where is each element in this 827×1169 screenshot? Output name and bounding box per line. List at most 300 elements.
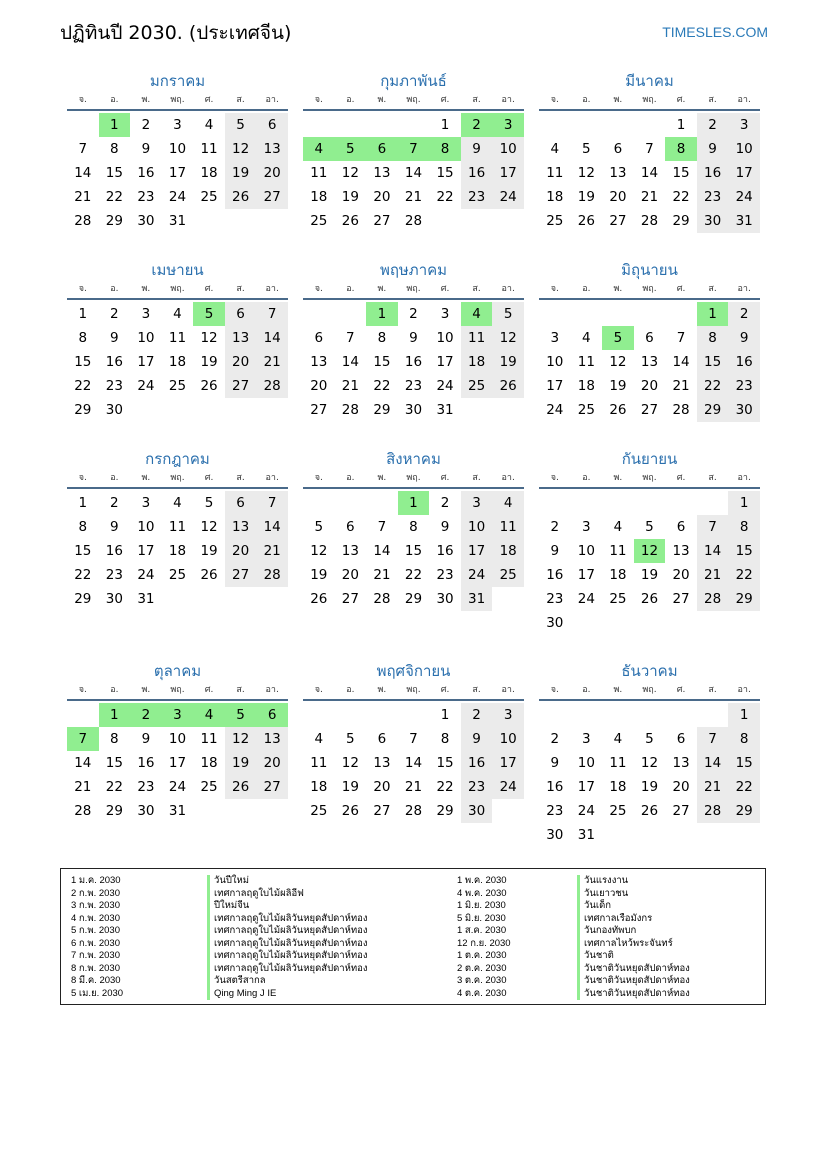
day-cell[interactable]: 10 (461, 515, 493, 539)
day-cell[interactable]: 26 (341, 803, 359, 819)
day-cell[interactable]: 25 (461, 374, 493, 398)
day-cell[interactable]: 7 (67, 727, 99, 751)
day-cell[interactable]: 29 (74, 591, 92, 607)
day-cell[interactable]: 10 (577, 755, 595, 771)
day-cell[interactable]: 2 (550, 519, 560, 535)
day-cell[interactable]: 21 (341, 378, 359, 394)
day-cell[interactable]: 10 (168, 731, 187, 747)
day-cell[interactable]: 23 (137, 189, 155, 205)
day-cell[interactable]: 8 (377, 330, 387, 346)
day-cell[interactable]: 14 (74, 755, 92, 771)
day-cell[interactable]: 7 (409, 731, 418, 747)
day-cell[interactable]: 6 (366, 137, 398, 161)
day-cell[interactable]: 9 (461, 727, 493, 751)
day-cell[interactable]: 12 (492, 326, 524, 350)
day-cell[interactable]: 10 (436, 330, 454, 346)
day-cell[interactable]: 13 (373, 755, 391, 771)
day-cell[interactable]: 21 (697, 563, 729, 587)
day-cell[interactable]: 1 (99, 703, 131, 727)
day-cell[interactable]: 8 (728, 515, 760, 539)
day-cell[interactable]: 4 (613, 519, 623, 535)
day-cell[interactable]: 17 (492, 751, 524, 775)
day-cell[interactable]: 15 (74, 354, 92, 370)
day-cell[interactable]: 27 (341, 591, 359, 607)
day-cell[interactable]: 15 (672, 165, 690, 181)
day-cell[interactable]: 10 (577, 543, 595, 559)
day-cell[interactable]: 11 (577, 354, 595, 370)
day-cell[interactable]: 3 (461, 491, 493, 515)
day-cell[interactable]: 4 (582, 330, 591, 346)
day-cell[interactable]: 6 (676, 731, 686, 747)
day-cell[interactable]: 2 (461, 113, 493, 137)
day-cell[interactable]: 13 (256, 137, 288, 161)
day-cell[interactable]: 31 (137, 591, 155, 607)
day-cell[interactable]: 7 (398, 137, 430, 161)
day-cell[interactable]: 27 (225, 563, 257, 587)
day-cell[interactable]: 18 (546, 189, 564, 205)
day-cell[interactable]: 20 (256, 751, 288, 775)
day-cell[interactable]: 21 (404, 189, 423, 205)
day-cell[interactable]: 11 (461, 326, 493, 350)
day-cell[interactable]: 28 (341, 402, 359, 418)
day-cell[interactable]: 1 (366, 302, 398, 326)
day-cell[interactable]: 23 (404, 378, 423, 394)
day-cell[interactable]: 25 (492, 563, 524, 587)
day-cell[interactable]: 30 (404, 402, 423, 418)
day-cell[interactable]: 11 (546, 165, 564, 181)
day-cell[interactable]: 9 (141, 731, 151, 747)
day-cell[interactable]: 16 (546, 567, 564, 583)
day-cell[interactable]: 8 (110, 141, 119, 157)
day-cell[interactable]: 9 (550, 543, 560, 559)
day-cell[interactable]: 7 (697, 727, 729, 751)
day-cell[interactable]: 30 (461, 799, 493, 823)
day-cell[interactable]: 9 (440, 519, 450, 535)
day-cell[interactable]: 22 (105, 779, 123, 795)
day-cell[interactable]: 16 (436, 543, 454, 559)
day-cell[interactable]: 30 (137, 803, 155, 819)
day-cell[interactable]: 23 (137, 779, 155, 795)
day-cell[interactable]: 8 (665, 137, 697, 161)
day-cell[interactable]: 15 (697, 350, 729, 374)
day-cell[interactable]: 16 (546, 779, 564, 795)
day-cell[interactable]: 22 (728, 775, 760, 799)
day-cell[interactable]: 21 (74, 189, 92, 205)
day-cell[interactable]: 20 (672, 567, 690, 583)
day-cell[interactable]: 1 (440, 117, 450, 133)
day-cell[interactable]: 12 (225, 137, 257, 161)
day-cell[interactable]: 12 (634, 539, 666, 563)
day-cell[interactable]: 28 (74, 213, 92, 229)
day-cell[interactable]: 12 (200, 519, 218, 535)
day-cell[interactable]: 28 (404, 803, 423, 819)
day-cell[interactable]: 13 (373, 165, 391, 181)
day-cell[interactable]: 26 (492, 374, 524, 398)
day-cell[interactable]: 9 (461, 137, 493, 161)
day-cell[interactable]: 7 (256, 491, 288, 515)
day-cell[interactable]: 2 (728, 302, 760, 326)
day-cell[interactable]: 17 (137, 354, 155, 370)
day-cell[interactable]: 18 (168, 354, 187, 370)
day-cell[interactable]: 27 (373, 803, 391, 819)
day-cell[interactable]: 12 (225, 727, 257, 751)
day-cell[interactable]: 16 (137, 165, 155, 181)
day-cell[interactable]: 16 (461, 161, 493, 185)
day-cell[interactable]: 7 (645, 141, 654, 157)
day-cell[interactable]: 22 (74, 567, 92, 583)
day-cell[interactable]: 20 (373, 189, 391, 205)
day-cell[interactable]: 14 (697, 751, 729, 775)
day-cell[interactable]: 24 (168, 779, 187, 795)
day-cell[interactable]: 22 (105, 189, 123, 205)
day-cell[interactable]: 14 (697, 539, 729, 563)
day-cell[interactable]: 8 (440, 731, 450, 747)
day-cell[interactable]: 16 (461, 751, 493, 775)
day-cell[interactable]: 12 (609, 354, 627, 370)
day-cell[interactable]: 3 (492, 113, 524, 137)
brand-link[interactable]: TIMESLES.COM (662, 24, 768, 40)
day-cell[interactable]: 31 (168, 803, 187, 819)
day-cell[interactable]: 10 (546, 354, 564, 370)
day-cell[interactable]: 30 (697, 209, 729, 233)
day-cell[interactable]: 8 (728, 727, 760, 751)
day-cell[interactable]: 13 (256, 727, 288, 751)
day-cell[interactable]: 17 (728, 161, 760, 185)
day-cell[interactable]: 4 (613, 731, 623, 747)
day-cell[interactable]: 21 (256, 350, 288, 374)
day-cell[interactable]: 4 (204, 117, 214, 133)
day-cell[interactable]: 8 (697, 326, 729, 350)
day-cell[interactable]: 30 (105, 402, 123, 418)
day-cell[interactable]: 21 (404, 779, 423, 795)
day-cell[interactable]: 14 (672, 354, 690, 370)
day-cell[interactable]: 2 (550, 731, 560, 747)
day-cell[interactable]: 25 (577, 402, 595, 418)
day-cell[interactable]: 11 (609, 755, 627, 771)
day-cell[interactable]: 27 (373, 213, 391, 229)
day-cell[interactable]: 23 (546, 591, 564, 607)
day-cell[interactable]: 8 (78, 330, 88, 346)
day-cell[interactable]: 11 (310, 755, 328, 771)
day-cell[interactable]: 16 (105, 543, 123, 559)
day-cell[interactable]: 16 (105, 354, 123, 370)
day-cell[interactable]: 18 (168, 543, 187, 559)
day-cell[interactable]: 10 (492, 137, 524, 161)
day-cell[interactable]: 28 (373, 591, 391, 607)
day-cell[interactable]: 21 (640, 189, 659, 205)
day-cell[interactable]: 11 (200, 731, 218, 747)
day-cell[interactable]: 9 (550, 755, 560, 771)
day-cell[interactable]: 20 (341, 567, 359, 583)
day-cell[interactable]: 30 (105, 591, 123, 607)
day-cell[interactable]: 5 (645, 731, 654, 747)
day-cell[interactable]: 19 (577, 189, 595, 205)
day-cell[interactable]: 26 (640, 803, 659, 819)
day-cell[interactable]: 19 (640, 567, 659, 583)
day-cell[interactable]: 21 (373, 567, 391, 583)
day-cell[interactable]: 29 (728, 799, 760, 823)
day-cell[interactable]: 11 (200, 141, 218, 157)
day-cell[interactable]: 17 (577, 567, 595, 583)
day-cell[interactable]: 3 (173, 117, 182, 133)
day-cell[interactable]: 6 (346, 519, 355, 535)
day-cell[interactable]: 11 (609, 543, 627, 559)
day-cell[interactable]: 25 (609, 803, 627, 819)
day-cell[interactable]: 10 (137, 330, 155, 346)
day-cell[interactable]: 15 (105, 165, 123, 181)
day-cell[interactable]: 7 (78, 141, 88, 157)
day-cell[interactable]: 29 (105, 803, 123, 819)
day-cell[interactable]: 20 (373, 779, 391, 795)
day-cell[interactable]: 12 (341, 165, 359, 181)
day-cell[interactable]: 24 (577, 803, 595, 819)
day-cell[interactable]: 8 (409, 519, 418, 535)
day-cell[interactable]: 13 (225, 326, 257, 350)
day-cell[interactable]: 13 (310, 354, 328, 370)
day-cell[interactable]: 22 (373, 378, 391, 394)
day-cell[interactable]: 25 (546, 213, 564, 229)
day-cell[interactable]: 27 (672, 591, 690, 607)
day-cell[interactable]: 26 (341, 213, 359, 229)
day-cell[interactable]: 28 (74, 803, 92, 819)
day-cell[interactable]: 4 (461, 302, 493, 326)
day-cell[interactable]: 24 (492, 185, 524, 209)
day-cell[interactable]: 4 (173, 495, 182, 511)
day-cell[interactable]: 16 (137, 755, 155, 771)
day-cell[interactable]: 16 (404, 354, 423, 370)
day-cell[interactable]: 28 (672, 402, 690, 418)
day-cell[interactable]: 19 (341, 779, 359, 795)
day-cell[interactable]: 19 (492, 350, 524, 374)
day-cell[interactable]: 29 (105, 213, 123, 229)
day-cell[interactable]: 8 (78, 519, 88, 535)
day-cell[interactable]: 18 (492, 539, 524, 563)
day-cell[interactable]: 26 (609, 402, 627, 418)
day-cell[interactable]: 28 (256, 563, 288, 587)
day-cell[interactable]: 15 (728, 751, 760, 775)
day-cell[interactable]: 18 (461, 350, 493, 374)
day-cell[interactable]: 5 (645, 519, 654, 535)
day-cell[interactable]: 27 (256, 185, 288, 209)
day-cell[interactable]: 24 (436, 378, 454, 394)
day-cell[interactable]: 11 (310, 165, 328, 181)
day-cell[interactable]: 11 (492, 515, 524, 539)
day-cell[interactable]: 21 (74, 779, 92, 795)
day-cell[interactable]: 9 (141, 141, 151, 157)
day-cell[interactable]: 12 (640, 755, 659, 771)
day-cell[interactable]: 31 (436, 402, 454, 418)
day-cell[interactable]: 5 (314, 519, 324, 535)
day-cell[interactable]: 2 (130, 703, 162, 727)
day-cell[interactable]: 20 (640, 378, 659, 394)
day-cell[interactable]: 5 (193, 302, 225, 326)
day-cell[interactable]: 28 (697, 587, 729, 611)
day-cell[interactable]: 13 (225, 515, 257, 539)
day-cell[interactable]: 2 (461, 703, 493, 727)
day-cell[interactable]: 6 (645, 330, 654, 346)
day-cell[interactable]: 29 (436, 803, 454, 819)
day-cell[interactable]: 30 (546, 615, 564, 631)
day-cell[interactable]: 17 (546, 378, 564, 394)
day-cell[interactable]: 27 (609, 213, 627, 229)
day-cell[interactable]: 27 (640, 402, 659, 418)
day-cell[interactable]: 24 (461, 563, 493, 587)
day-cell[interactable]: 4 (492, 491, 524, 515)
day-cell[interactable]: 3 (141, 495, 151, 511)
day-cell[interactable]: 15 (373, 354, 391, 370)
day-cell[interactable]: 14 (640, 165, 659, 181)
day-cell[interactable]: 3 (162, 703, 194, 727)
day-cell[interactable]: 5 (346, 731, 355, 747)
day-cell[interactable]: 2 (110, 495, 119, 511)
day-cell[interactable]: 9 (728, 326, 760, 350)
day-cell[interactable]: 3 (492, 703, 524, 727)
day-cell[interactable]: 28 (256, 374, 288, 398)
day-cell[interactable]: 27 (225, 374, 257, 398)
day-cell[interactable]: 20 (609, 189, 627, 205)
day-cell[interactable]: 25 (200, 779, 218, 795)
day-cell[interactable]: 6 (613, 141, 623, 157)
day-cell[interactable]: 30 (137, 213, 155, 229)
day-cell[interactable]: 10 (728, 137, 760, 161)
day-cell[interactable]: 25 (168, 567, 187, 583)
day-cell[interactable]: 26 (225, 775, 257, 799)
day-cell[interactable]: 26 (200, 567, 218, 583)
day-cell[interactable]: 15 (436, 165, 454, 181)
day-cell[interactable]: 5 (602, 326, 634, 350)
day-cell[interactable]: 15 (74, 543, 92, 559)
day-cell[interactable]: 23 (105, 567, 123, 583)
day-cell[interactable]: 1 (99, 113, 131, 137)
day-cell[interactable]: 1 (728, 703, 760, 727)
day-cell[interactable]: 7 (676, 330, 686, 346)
day-cell[interactable]: 14 (404, 165, 423, 181)
day-cell[interactable]: 18 (310, 189, 328, 205)
day-cell[interactable]: 4 (193, 703, 225, 727)
day-cell[interactable]: 22 (436, 189, 454, 205)
day-cell[interactable]: 22 (74, 378, 92, 394)
day-cell[interactable]: 6 (225, 302, 257, 326)
day-cell[interactable]: 27 (256, 775, 288, 799)
day-cell[interactable]: 2 (697, 113, 729, 137)
day-cell[interactable]: 23 (105, 378, 123, 394)
day-cell[interactable]: 21 (256, 539, 288, 563)
day-cell[interactable]: 18 (200, 165, 218, 181)
day-cell[interactable]: 27 (672, 803, 690, 819)
day-cell[interactable]: 3 (550, 330, 560, 346)
day-cell[interactable]: 16 (728, 350, 760, 374)
day-cell[interactable]: 20 (310, 378, 328, 394)
day-cell[interactable]: 10 (137, 519, 155, 535)
day-cell[interactable]: 13 (609, 165, 627, 181)
day-cell[interactable]: 16 (697, 161, 729, 185)
day-cell[interactable]: 23 (461, 775, 493, 799)
day-cell[interactable]: 2 (110, 306, 119, 322)
day-cell[interactable]: 20 (672, 779, 690, 795)
day-cell[interactable]: 1 (728, 491, 760, 515)
day-cell[interactable]: 31 (461, 587, 493, 611)
day-cell[interactable]: 17 (461, 539, 493, 563)
day-cell[interactable]: 13 (341, 543, 359, 559)
day-cell[interactable]: 23 (461, 185, 493, 209)
day-cell[interactable]: 14 (341, 354, 359, 370)
day-cell[interactable]: 13 (640, 354, 659, 370)
day-cell[interactable]: 11 (168, 519, 187, 535)
day-cell[interactable]: 29 (672, 213, 690, 229)
day-cell[interactable]: 23 (546, 803, 564, 819)
day-cell[interactable]: 3 (582, 731, 591, 747)
day-cell[interactable]: 3 (582, 519, 591, 535)
day-cell[interactable]: 23 (436, 567, 454, 583)
day-cell[interactable]: 24 (492, 775, 524, 799)
day-cell[interactable]: 15 (728, 539, 760, 563)
day-cell[interactable]: 17 (492, 161, 524, 185)
day-cell[interactable]: 14 (373, 543, 391, 559)
day-cell[interactable]: 7 (377, 519, 387, 535)
day-cell[interactable]: 15 (105, 755, 123, 771)
day-cell[interactable]: 6 (225, 491, 257, 515)
day-cell[interactable]: 19 (640, 779, 659, 795)
day-cell[interactable]: 6 (377, 731, 387, 747)
day-cell[interactable]: 12 (200, 330, 218, 346)
day-cell[interactable]: 24 (728, 185, 760, 209)
day-cell[interactable]: 24 (546, 402, 564, 418)
day-cell[interactable]: 9 (697, 137, 729, 161)
day-cell[interactable]: 17 (168, 165, 187, 181)
day-cell[interactable]: 3 (440, 306, 450, 322)
day-cell[interactable]: 17 (577, 779, 595, 795)
day-cell[interactable]: 21 (672, 378, 690, 394)
day-cell[interactable]: 23 (728, 374, 760, 398)
day-cell[interactable]: 8 (429, 137, 461, 161)
day-cell[interactable]: 9 (409, 330, 418, 346)
day-cell[interactable]: 10 (492, 727, 524, 751)
day-cell[interactable]: 24 (168, 189, 187, 205)
day-cell[interactable]: 17 (137, 543, 155, 559)
day-cell[interactable]: 20 (256, 161, 288, 185)
day-cell[interactable]: 23 (697, 185, 729, 209)
day-cell[interactable]: 31 (728, 209, 760, 233)
day-cell[interactable]: 25 (609, 591, 627, 607)
day-cell[interactable]: 6 (676, 519, 686, 535)
day-cell[interactable]: 26 (310, 591, 328, 607)
day-cell[interactable]: 6 (314, 330, 324, 346)
day-cell[interactable]: 18 (310, 779, 328, 795)
day-cell[interactable]: 29 (74, 402, 92, 418)
day-cell[interactable]: 24 (137, 378, 155, 394)
day-cell[interactable]: 31 (577, 827, 595, 843)
day-cell[interactable]: 26 (640, 591, 659, 607)
day-cell[interactable]: 7 (346, 330, 355, 346)
day-cell[interactable]: 4 (173, 306, 182, 322)
day-cell[interactable]: 29 (373, 402, 391, 418)
day-cell[interactable]: 27 (310, 402, 328, 418)
day-cell[interactable]: 19 (225, 751, 257, 775)
day-cell[interactable]: 5 (582, 141, 591, 157)
day-cell[interactable]: 9 (110, 330, 119, 346)
day-cell[interactable]: 22 (697, 374, 729, 398)
day-cell[interactable]: 20 (225, 539, 257, 563)
day-cell[interactable]: 30 (546, 827, 564, 843)
day-cell[interactable]: 12 (577, 165, 595, 181)
day-cell[interactable]: 15 (404, 543, 423, 559)
day-cell[interactable]: 5 (335, 137, 367, 161)
day-cell[interactable]: 17 (168, 755, 187, 771)
day-cell[interactable]: 28 (404, 213, 423, 229)
day-cell[interactable]: 2 (440, 495, 450, 511)
day-cell[interactable]: 4 (314, 731, 324, 747)
day-cell[interactable]: 26 (577, 213, 595, 229)
